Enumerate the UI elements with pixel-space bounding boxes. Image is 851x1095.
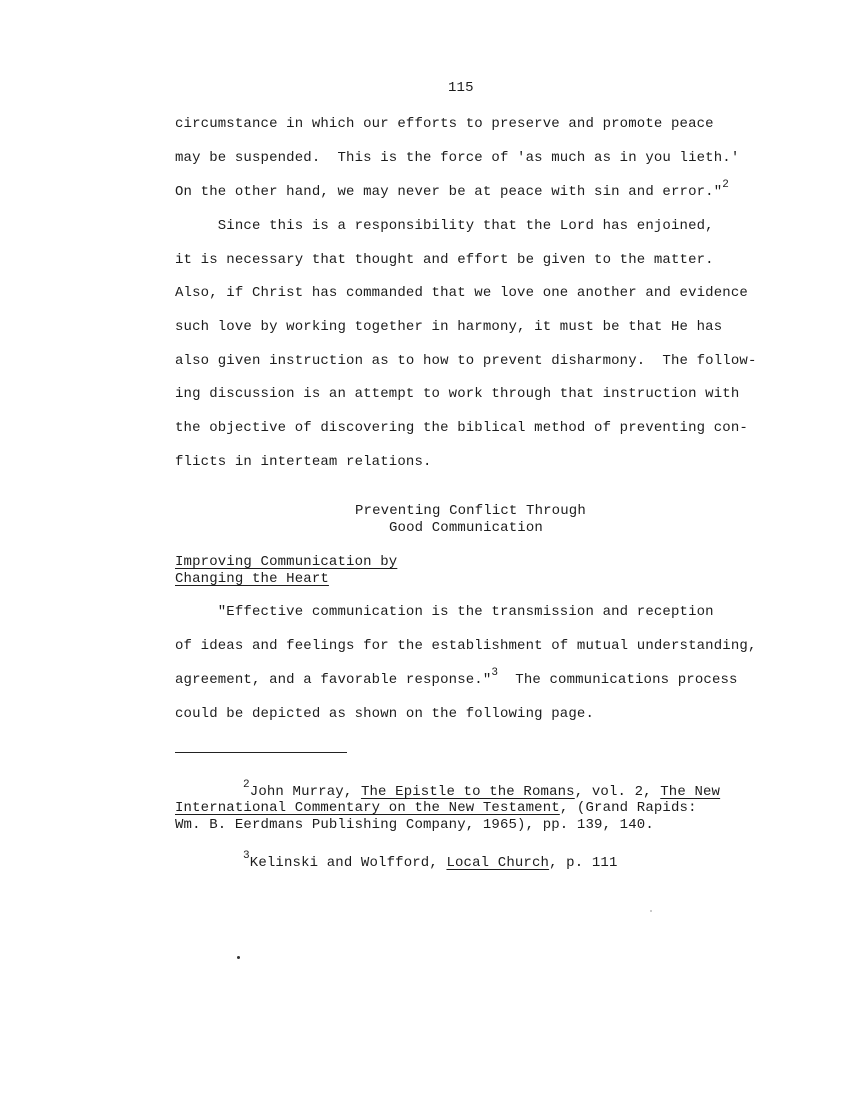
subheading: Changing the Heart	[175, 571, 329, 587]
section-heading: Good Communication	[389, 520, 543, 536]
footnote-ref: 2	[722, 179, 730, 192]
scan-speck	[237, 956, 240, 959]
footnote-ref: 3	[491, 667, 499, 680]
body-line-text: The communications process	[498, 672, 738, 688]
body-line: "Effective communication is the transmission and reception	[175, 604, 714, 620]
body-line-text: agreement, and a favorable response."	[175, 672, 492, 688]
footnote	[175, 800, 697, 816]
body-line: such love by working together in harmony, it must be that He has	[175, 319, 723, 335]
body-line: Also, if Christ has commanded that we love one another and evidence	[175, 285, 748, 301]
body-line: the objective of discovering the biblical method of preventing con-	[175, 420, 748, 436]
footnote	[243, 779, 721, 800]
page-number: 115	[448, 80, 474, 96]
body-line: also given instruction as to how to prevent disharmony. The follow-	[175, 353, 757, 369]
body-line	[175, 667, 738, 688]
footnote-series-title: International Commentary on the New Testament	[175, 800, 560, 816]
body-line: Since this is a responsibility that the Lord has enjoined,	[175, 218, 714, 234]
footnote: Wm. B. Eerdmans Publishing Company, 1965), pp. 139, 140.	[175, 817, 654, 833]
body-line: of ideas and feelings for the establishment of mutual understanding,	[175, 638, 757, 654]
footnote-text: John Murray,	[249, 784, 361, 800]
footnote-text: Kelinski and Wolfford,	[249, 855, 447, 871]
footnote-text: , p. 111	[549, 855, 618, 871]
scan-speck	[650, 910, 652, 912]
section-heading: Preventing Conflict Through	[355, 503, 586, 519]
footnote	[243, 850, 618, 871]
body-line: could be depicted as shown on the following page.	[175, 706, 595, 722]
body-line: circumstance in which our efforts to preserve and promote peace	[175, 116, 714, 132]
body-line: ing discussion is an attempt to work through that instruction with	[175, 386, 740, 402]
body-line: it is necessary that thought and effort be given to the matter.	[175, 252, 714, 268]
body-line	[175, 179, 730, 200]
body-line-text: On the other hand, we may never be at peace with sin and error."	[175, 184, 723, 200]
footnote-mark: 2	[243, 779, 250, 792]
footnote-text: , vol. 2,	[574, 784, 661, 800]
footnote-book-title: The Epistle to the Romans	[360, 784, 575, 800]
body-line: flicts in interteam relations.	[175, 454, 432, 470]
footnote-book-title: Local Church	[446, 855, 550, 871]
footnote-mark: 3	[243, 850, 250, 863]
body-line: may be suspended. This is the force of 'as much as in you lieth.'	[175, 150, 740, 166]
footnote-divider	[175, 752, 347, 753]
subheading: Improving Communication by	[175, 554, 398, 570]
footnote-series-title: The New	[660, 784, 721, 800]
footnote-text: , (Grand Rapids:	[559, 800, 697, 816]
